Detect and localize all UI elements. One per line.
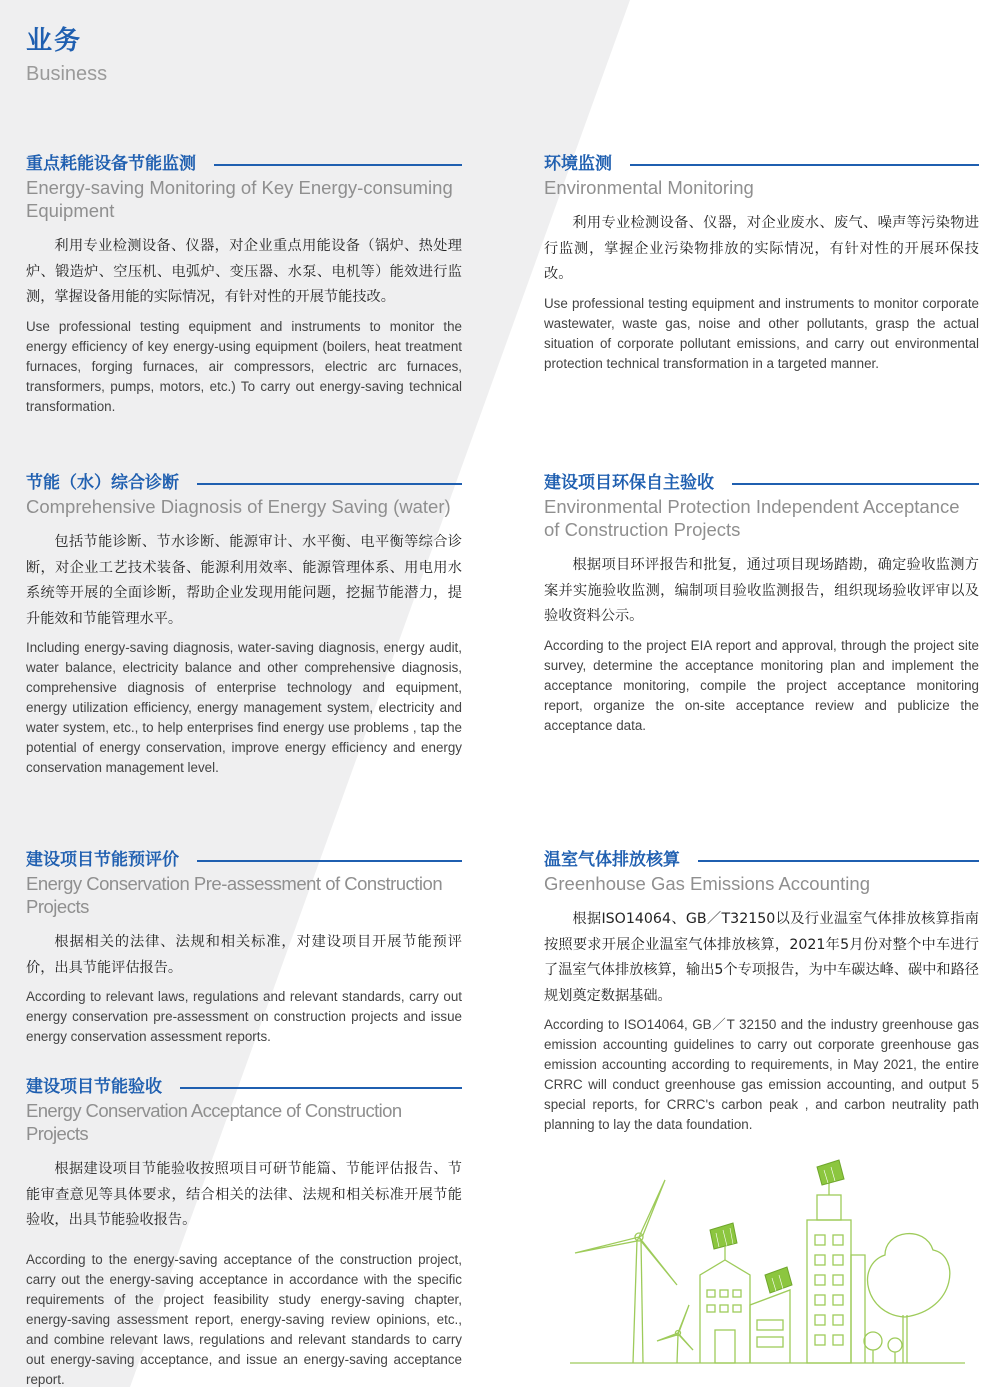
section-environmental-monitoring bbox=[544, 152, 979, 374]
section-divider bbox=[214, 164, 462, 166]
section-environmental-acceptance bbox=[544, 471, 979, 736]
page-title: 业务 bbox=[26, 26, 83, 56]
section-title-english: Greenhouse Gas Emissions Accounting bbox=[544, 873, 870, 894]
section-title: 建设项目环保自主验收 bbox=[544, 473, 714, 493]
section-title: 建设项目节能预评价 bbox=[26, 850, 179, 870]
small-tree-icon bbox=[864, 1332, 902, 1363]
section-text-english: Including energy-saving diagnosis, water-saving diagnosis, energy audit, water balance, electricity balance and other comprehensive diagnosis, comprehensive diagnosis of enterprise technology and equipment, energy utilization efficiency, energy management system, electricity and water system, etc., to help enterprises find energy use problems , tap the potential of energy conservation, improve energy efficiency and energy conservation management level. bbox=[26, 640, 462, 775]
section-divider bbox=[197, 483, 462, 485]
section-divider bbox=[630, 164, 979, 166]
section-greenhouse-gas bbox=[544, 848, 979, 1135]
section-text-chinese: 包括节能诊断、节水诊断、能源审计、水平衡、电平衡等综合诊断，对企业工艺技术装备、能源利用效率、能源管理体系、用电用水系统等开展的全面诊断，帮助企业发现用能问题，挖掘节能潜力，提升能效和节能管理水平。 bbox=[26, 534, 462, 627]
section-text-chinese: 根据项目环评报告和批复，通过项目现场踏勘，确定验收监测方案并实施验收监测，编制项目验收监测报告，组织现场验收评审以及验收资料公示。 bbox=[544, 557, 979, 624]
section-title: 建设项目节能验收 bbox=[26, 1077, 162, 1097]
section-divider bbox=[698, 860, 979, 862]
section-title-english: Environmental Monitoring bbox=[544, 177, 754, 198]
factory-building-icon bbox=[700, 1235, 790, 1363]
tower-building-icon bbox=[807, 1175, 865, 1363]
section-title-english: Energy-saving Monitoring of Key Energy-consuming Equipment bbox=[26, 177, 453, 221]
section-energy-pre-assessment bbox=[26, 848, 462, 1047]
section-energy-monitoring bbox=[26, 152, 462, 417]
page-header bbox=[26, 24, 107, 88]
page-subtitle: Business bbox=[26, 63, 108, 85]
section-text-english: According to the project EIA report and approval, through the project site survey, determine the acceptance monitoring plan and implement the acceptance monitoring, compile the project acceptance monitoring report, organize the on-site acceptance review and publicize the acceptance data. bbox=[544, 637, 979, 733]
section-title-english: Comprehensive Diagnosis of Energy Saving (water) bbox=[26, 496, 451, 517]
section-title: 节能（水）综合诊断 bbox=[26, 473, 179, 493]
section-divider bbox=[197, 860, 462, 862]
section-title: 温室气体排放核算 bbox=[544, 850, 680, 870]
section-text-chinese: 利用专业检测设备、仪器，对企业废水、废气、噪声等污染物进行监测，掌握企业污染物排放的实际情况，有针对性的开展环保技改。 bbox=[544, 215, 979, 282]
section-text-chinese: 根据相关的法律、法规和相关标准，对建设项目开展节能预评价，出具节能评估报告。 bbox=[26, 934, 462, 976]
section-divider bbox=[732, 483, 979, 485]
section-divider bbox=[180, 1087, 462, 1089]
section-text-chinese: 根据ISO14064、GB／T32150以及行业温室气体排放核算指南按照要求开展企业温室气体排放核算，2021年5月份对整个中车进行了温室气体排放核算，输出5个专项报告，为中车碳达峰、碳中和路径规划奠定数据基础。 bbox=[544, 911, 979, 1004]
tree-icon bbox=[868, 1234, 950, 1363]
green-city-illustration bbox=[565, 1145, 985, 1375]
section-comprehensive-diagnosis bbox=[26, 471, 462, 778]
section-text-english: According to the energy-saving acceptance of the construction project, carry out the energy-saving acceptance in accordance with the specific requirements of the project feasibility study energy-saving chapter, energy-saving assessment report, energy-saving review opinions, etc., and combine relevant laws, regulations and relevant standards to carry out energy-saving acceptance, and issue an energy-saving acceptance report. bbox=[26, 1251, 462, 1387]
section-title: 重点耗能设备节能监测 bbox=[26, 154, 196, 174]
wind-turbine-icon bbox=[575, 1180, 677, 1363]
section-title: 环境监测 bbox=[544, 154, 612, 174]
section-energy-acceptance bbox=[26, 1075, 462, 1390]
section-title-english: Energy Conservation Acceptance of Construction Projects bbox=[26, 1100, 402, 1144]
section-text-chinese: 利用专业检测设备、仪器，对企业重点用能设备（锅炉、热处理炉、锻造炉、空压机、电弧炉、变压器、水泵、电机等）能效进行监测，掌握设备用能的实际情况，有针对性的开展节能技改。 bbox=[26, 238, 462, 305]
solar-panel-icon bbox=[710, 1160, 844, 1293]
section-text-english: Use professional testing equipment and instruments to monitor corporate wastewater, waste gas, noise and other pollutants, grasp the actual situation of corporate pollutant emissions, and carry out environmental protection technical transformation in a targeted manner. bbox=[544, 295, 979, 371]
small-wind-turbine-icon bbox=[657, 1305, 693, 1363]
section-title-english: Energy Conservation Pre-assessment of Construction Projects bbox=[26, 873, 443, 917]
section-text-english: Use professional testing equipment and instruments to monitor the energy efficiency of key energy-using equipment (boilers, heat treatment furnaces, forging furnaces, air compressors, electric arc furnaces, transformers, pumps, motors, etc.) To carry out energy-saving technical transformation. bbox=[26, 318, 462, 414]
section-text-chinese: 根据建设项目节能验收按照项目可研节能篇、节能评估报告、节能审查意见等具体要求，结合相关的法律、法规和相关标准开展节能验收，出具节能验收报告。 bbox=[26, 1161, 462, 1228]
section-text-english: According to relevant laws, regulations and relevant standards, carry out energy conservation pre-assessment on construction projects and issue energy conservation assessment reports. bbox=[26, 989, 462, 1044]
section-title-english: Environmental Protection Independent Acceptance of Construction Projects bbox=[544, 496, 960, 540]
section-text-english: According to ISO14064, GB／T 32150 and the industry greenhouse gas emission accounting guidelines to carry out corporate greenhouse gas emission accounting according to requirements, in May 2021, the entire CRRC will conduct greenhouse gas emission accounting, and output 5 special reports, for CRRC's carbon peak , and carbon neutrality path planning to lay the data foundation. bbox=[544, 1017, 979, 1132]
